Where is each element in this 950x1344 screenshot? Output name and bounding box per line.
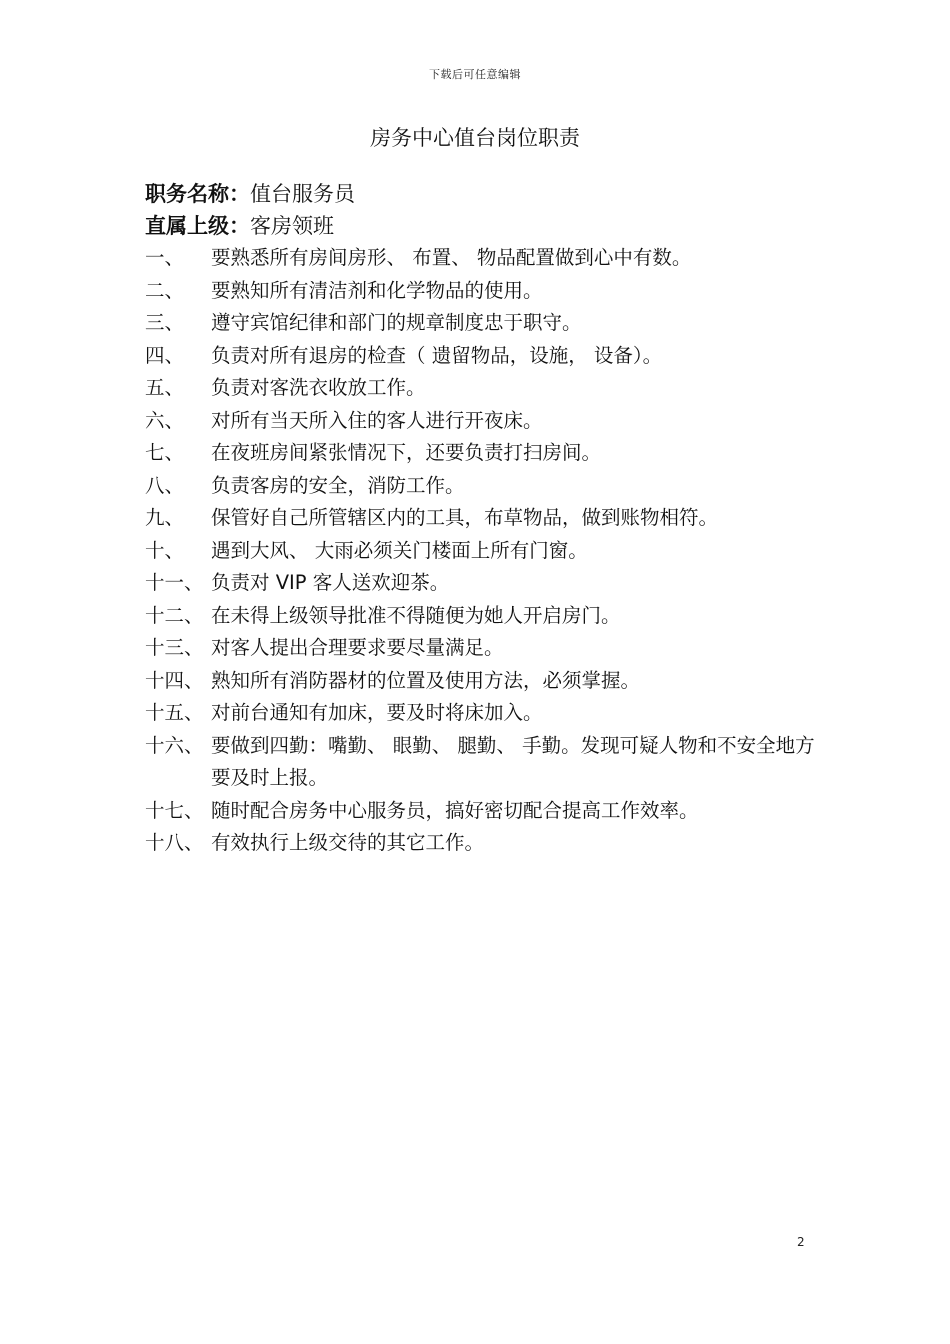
- duty-number: 十八、: [145, 831, 204, 854]
- duty-text: 对所有当天所入住的客人进行开夜床。: [211, 408, 543, 432]
- document-body: [145, 178, 825, 860]
- duty-number: 五、: [145, 376, 185, 399]
- duty-text: 遇到大风、 大雨必须关门楼面上所有门窗。: [211, 538, 588, 562]
- duty-number: 十三、: [145, 636, 204, 659]
- duty-number: 十、: [145, 538, 185, 562]
- duty-item: [145, 372, 825, 405]
- duty-text: 负责对所有退房的检查（ 遗留物品，设施， 设备）。: [211, 343, 663, 367]
- duty-item: [145, 502, 825, 535]
- duty-number: 十四、: [145, 668, 204, 692]
- duty-number: 十七、: [145, 798, 204, 822]
- duty-item: [145, 632, 825, 665]
- duty-text: 对客人提出合理要求要尽量满足。: [211, 636, 504, 659]
- duty-text: 遵守宾馆纪律和部门的规章制度忠于职守。: [211, 311, 582, 334]
- job-title-separator: ：: [229, 182, 250, 206]
- page-number: 2: [797, 1235, 805, 1249]
- duty-number: 三、: [145, 311, 185, 334]
- duty-item: [145, 405, 825, 438]
- duty-text: 要做到四勤：嘴勤、 眼勤、 腿勤、 手勤。发现可疑人物和不安全地方要及时上报。: [211, 733, 815, 789]
- duty-text: 随时配合房务中心服务员，搞好密切配合提高工作效率。: [211, 798, 699, 822]
- duty-text: 负责客房的安全，消防工作。: [211, 473, 465, 497]
- duty-item: [145, 437, 825, 470]
- duty-number: 九、: [145, 506, 185, 529]
- duty-number: 七、: [145, 441, 185, 464]
- duty-item: [145, 535, 825, 568]
- duty-number: 十五、: [145, 701, 204, 724]
- supervisor-separator: ：: [229, 214, 250, 238]
- duty-text: 在未得上级领导批准不得随便为她人开启房门。: [211, 603, 621, 627]
- duty-number: 十一、: [145, 571, 204, 594]
- duty-text: 要熟悉所有房间房形、 布置、 物品配置做到心中有数。: [211, 246, 692, 269]
- supervisor-value: 客房领班: [250, 214, 334, 238]
- duty-text: 负责对 VIP 客人送欢迎茶。: [211, 571, 450, 594]
- duty-number: 二、: [145, 278, 185, 302]
- duty-item: [145, 665, 825, 698]
- duty-text: 负责对客洗衣收放工作。: [211, 376, 426, 399]
- document-title: 房务中心值台岗位职责: [370, 126, 580, 150]
- duty-number: 十六、: [145, 733, 204, 757]
- duty-number: 六、: [145, 408, 185, 432]
- duty-item: [145, 242, 825, 275]
- duty-number: 八、: [145, 473, 185, 497]
- duty-item: [145, 567, 825, 600]
- duty-text: 熟知所有消防器材的位置及使用方法，必须掌握。: [211, 668, 641, 692]
- duty-text: 保管好自己所管辖区内的工具，布草物品，做到账物相符。: [211, 506, 719, 529]
- duty-item: [145, 697, 825, 730]
- duty-item: [145, 827, 825, 860]
- duty-text: 要熟知所有清洁剂和化学物品的使用。: [211, 278, 543, 302]
- job-title-value: 值台服务员: [250, 182, 355, 206]
- duty-item: [145, 470, 825, 503]
- duty-item: [145, 307, 825, 340]
- duty-text: 有效执行上级交待的其它工作。: [211, 831, 485, 854]
- job-title-label: 职务名称: [145, 182, 229, 206]
- duty-number: 十二、: [145, 603, 204, 627]
- duty-item: [145, 600, 825, 633]
- duty-item: [145, 730, 825, 795]
- duty-list: [145, 242, 825, 860]
- supervisor-label: 直属上级: [145, 214, 229, 238]
- duty-text: 对前台通知有加床，要及时将床加入。: [211, 701, 543, 724]
- duty-item: [145, 275, 825, 308]
- duty-number: 四、: [145, 343, 185, 367]
- duty-number: 一、: [145, 246, 185, 269]
- header-note: 下载后可任意编辑: [429, 68, 521, 81]
- supervisor-field: [145, 210, 825, 242]
- job-title-field: [145, 178, 825, 210]
- duty-item: [145, 795, 825, 828]
- duty-text: 在夜班房间紧张情况下，还要负责打扫房间。: [211, 441, 602, 464]
- duty-item: [145, 340, 825, 373]
